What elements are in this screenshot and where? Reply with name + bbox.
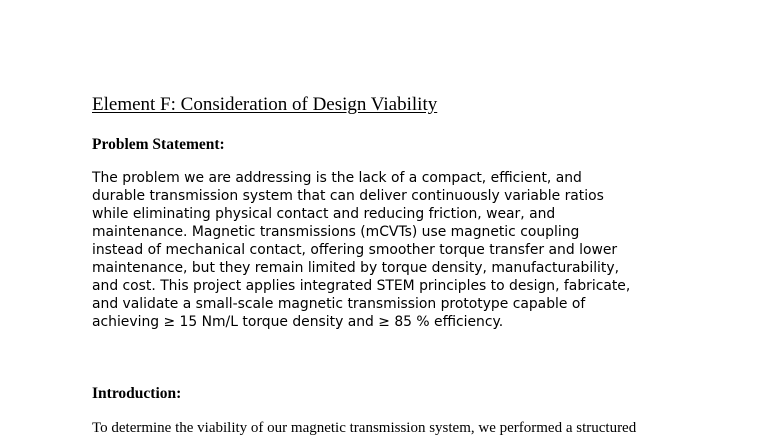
document-title: Element F: Consideration of Design Viability <box>92 94 438 115</box>
problem-line: and cost. This project applies integrated STEM principles to design, fabricate, <box>92 278 631 294</box>
introduction-heading: Introduction: <box>92 385 182 402</box>
problem-line: maintenance. Magnetic transmissions (mCVTs) use magnetic coupling <box>92 224 580 240</box>
introduction-paragraph <box>92 418 732 438</box>
problem-line: achieving ≥ 15 Nm/L torque density and ≥ 85 % efficiency. <box>92 314 504 330</box>
problem-line: durable transmission system that can deliver continuously variable ratios <box>92 188 604 204</box>
problem-statement-heading: Problem Statement: <box>92 136 225 153</box>
problem-line: The problem we are addressing is the lack of a compact, efficient, and <box>92 170 582 186</box>
problem-line: maintenance, but they remain limited by torque density, manufacturability, <box>92 260 620 276</box>
problem-statement-paragraph <box>92 169 712 331</box>
problem-line: instead of mechanical contact, offering smoother torque transfer and lower <box>92 242 618 258</box>
problem-line: and validate a small-scale magnetic transmission prototype capable of <box>92 296 586 312</box>
intro-line: To determine the viability of our magnetic transmission system, we performed a structured <box>92 420 637 436</box>
problem-line: while eliminating physical contact and reducing friction, wear, and <box>92 206 556 222</box>
